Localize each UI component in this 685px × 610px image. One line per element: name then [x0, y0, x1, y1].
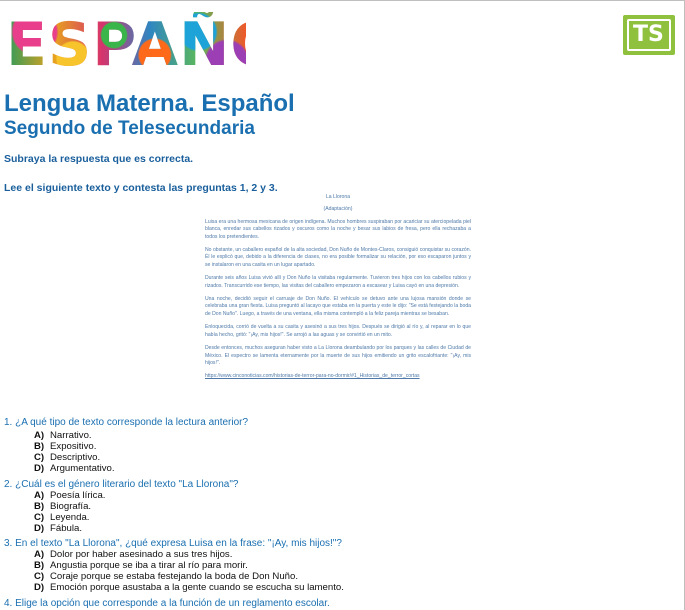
- page-border-top: [0, 0, 685, 1]
- question-2: 2. ¿Cuál es el género literario del texto "La Llorona"?: [4, 479, 239, 490]
- question-1-option-c[interactable]: [34, 452, 100, 463]
- question-3-option-b[interactable]: [34, 560, 248, 571]
- question-1-option-d[interactable]: [34, 463, 115, 474]
- telesecundaria-logo-letters: TS: [633, 22, 664, 47]
- option-text: Argumentativo.: [50, 463, 115, 474]
- question-3-option-d[interactable]: [34, 582, 344, 593]
- option-letter: D): [34, 582, 45, 593]
- option-letter: B): [34, 501, 45, 512]
- option-letter: D): [34, 523, 45, 534]
- question-1-option-b[interactable]: [34, 441, 96, 452]
- question-1: 1. ¿A qué tipo de texto corresponde la lectura anterior?: [4, 417, 249, 428]
- option-text: Fábula.: [50, 523, 82, 534]
- reading-passage: [205, 194, 471, 381]
- telesecundaria-logo: [623, 15, 675, 55]
- reading-paragraph: Una noche, decidió seguir el carruaje de Don Nuño. El vehículo se detuvo ante una lujosa mansión donde se celebraba una gran fiesta. Luisa preguntó al lacayo que estaba en la puerta y este le dijo: "Se está festejando la boda de Don Nuño". Luego, a través de una ventana, ella misma contempló a la feliz pareja mientras se besaban.: [205, 296, 471, 317]
- reading-paragraph: Durante seis años Luisa vivió allí y Don Nuño la visitaba regularmente. Tuvieron tres hijos con los cabellos rubios y rizados. Transcurrido ese tiempo, las visitas del caballero empezaron a escasear y Luisa cayó en una depresión.: [205, 275, 471, 289]
- question-2-option-a[interactable]: [34, 490, 105, 501]
- option-text: Leyenda.: [50, 512, 90, 523]
- option-text: Dolor por haber asesinado a sus tres hijos.: [50, 549, 233, 560]
- option-letter: A): [34, 549, 45, 560]
- reading-title: La Llorona: [325, 194, 351, 200]
- option-letter: A): [34, 430, 45, 441]
- source-link[interactable]: https://www.cinconoticias.com/historias-de-terror-para-no-dormir/#1_Historias_de_terror_cortas: [205, 373, 420, 380]
- reading-paragraph: No obstante, un caballero español de la alta sociedad, Don Nuño de Montes-Claros, consiguió conquistar su corazón. Él le explicó que, debido a la diferencia de clases, no era posible formalizar su relación, por eso escaparon juntos y se instalaron en una casita en un lugar apartado.: [205, 247, 471, 268]
- question-3: 3. En el texto "La Llorona", ¿qué expresa Luisa en la frase: "¡Ay, mis hijos!"?: [4, 538, 342, 549]
- question-1-option-a[interactable]: [34, 430, 92, 441]
- option-letter: C): [34, 571, 45, 582]
- option-letter: C): [34, 512, 45, 523]
- question-2-option-b[interactable]: [34, 501, 91, 512]
- option-text: Expositivo.: [50, 441, 97, 452]
- option-letter: C): [34, 452, 45, 463]
- option-text: Narrativo.: [50, 430, 92, 441]
- main-instruction: Subraya la respuesta que es correcta.: [4, 153, 194, 165]
- option-text: Emoción porque asustaba a la gente cuando se escucha su lamento.: [50, 582, 344, 593]
- reading-paragraph: Luisa era una hermosa mexicana de origen indígena. Muchos hombres suspiraban por acariciar su aterciopelada piel blanca, enredar sus cabellos rizados y oscuros como la noche y besar sus labios de fresa, pero ella rechazaba a todos los pretendientes.: [205, 218, 471, 240]
- page-subtitle: Segundo de Telesecundaria: [4, 118, 255, 139]
- option-letter: B): [34, 560, 45, 571]
- reading-subtitle: (Adaptación): [323, 206, 353, 213]
- espanol-logo: ESPAÑOL: [6, 10, 322, 80]
- question-2-option-d[interactable]: [34, 523, 82, 534]
- option-letter: D): [34, 463, 45, 474]
- page-title: Lengua Materna. Español: [4, 90, 295, 117]
- question-3-option-c[interactable]: [34, 571, 298, 582]
- option-letter: B): [34, 441, 45, 452]
- option-text: Angustia porque se iba a tirar al río para morir.: [50, 560, 248, 571]
- question-2-option-c[interactable]: [34, 512, 89, 523]
- question-4: 4. Elige la opción que corresponde a la función de un reglamento escolar.: [4, 598, 330, 609]
- option-text: Poesía lírica.: [50, 490, 106, 501]
- option-text: Descriptivo.: [50, 452, 101, 463]
- reading-paragraph: Desde entonces, muchos aseguran haber visto a La Llorona deambulando por los parques y las calles de Ciudad de México. El espectro se lamenta eternamente por la muerte de sus hijos emitiendo un grito escalofriante: "¡Ay, mis hijos!".: [205, 345, 471, 366]
- reading-instruction: Lee el siguiente texto y contesta las preguntas 1, 2 y 3.: [4, 182, 278, 194]
- option-text: Coraje porque se estaba festejando la boda de Don Nuño.: [50, 571, 299, 582]
- reading-paragraph: Enloquecida, corrió de vuelta a su casita y asesinó a sus tres hijos. Después se dirigió al río y, al reparar en lo que había hecho, gritó: "¡Ay, mis hijos!". Se arrojó a las aguas y se convirtió en un mito.: [205, 324, 471, 338]
- question-3-option-a[interactable]: [34, 549, 232, 560]
- option-letter: A): [34, 490, 45, 501]
- option-text: Biografía.: [50, 501, 92, 512]
